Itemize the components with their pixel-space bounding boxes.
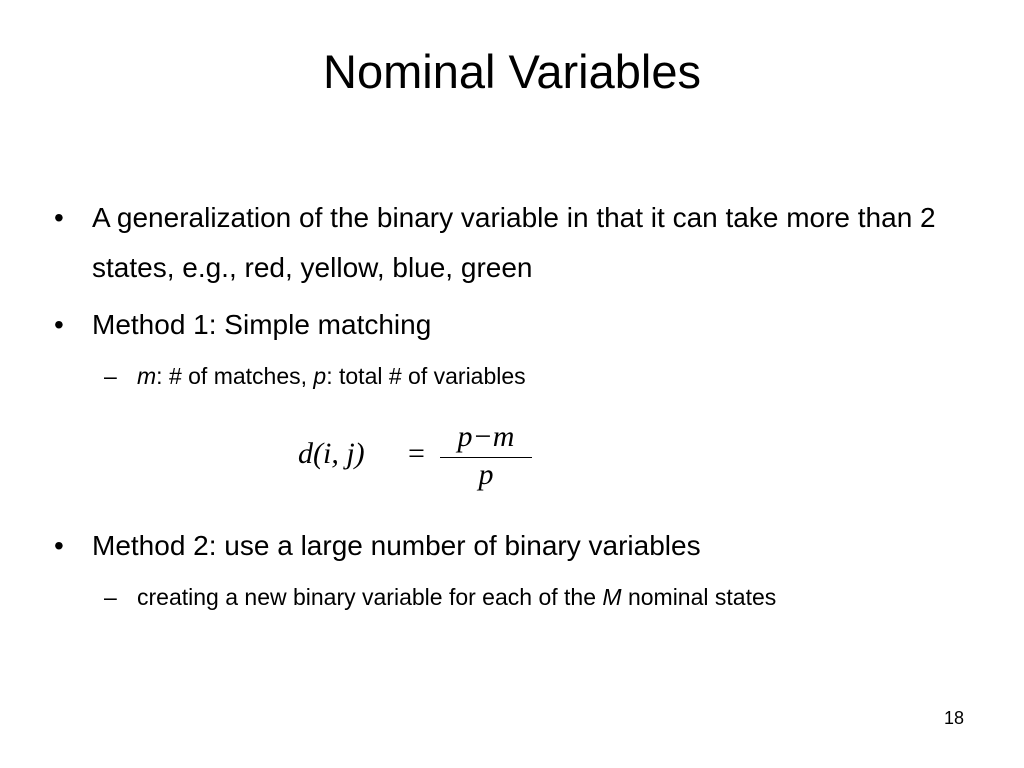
slide-title: Nominal Variables	[323, 45, 701, 98]
formula-lhs: d(i, j)	[298, 437, 365, 470]
bullet-generalization: A generalization of the binary variable in that it can take more than 2 states, e.g., red, yellow, blue, green	[92, 202, 936, 283]
formula-numerator: p−m	[457, 420, 515, 453]
sub-bullet-binary-per-state	[137, 577, 977, 617]
sub-bullet-matches-definition	[137, 356, 977, 396]
creating-text: creating a new binary variable for each of the	[137, 584, 603, 610]
bullet-marker: •	[54, 202, 64, 233]
bullet-method-1: Method 1: Simple matching	[92, 309, 432, 340]
sub-bullet-marker: –	[104, 584, 117, 610]
matches-text: : # of matches,	[156, 363, 314, 389]
variables-text: : total # of variables	[326, 363, 526, 389]
bullet-method-2: Method 2: use a large number of binary variables	[92, 530, 701, 561]
variable-M: M	[602, 584, 622, 610]
page-number: 18	[943, 708, 964, 728]
sub-bullet-marker: –	[104, 363, 117, 389]
variable-m: m	[137, 363, 157, 389]
formula-denominator: p	[478, 458, 494, 491]
formula-equals: =	[408, 437, 425, 470]
bullet-marker: •	[54, 309, 64, 340]
simple-matching-formula	[298, 420, 558, 490]
variable-p: p	[313, 363, 327, 389]
bullet-marker: •	[54, 530, 64, 561]
nominal-states-text: nominal states	[621, 584, 777, 610]
